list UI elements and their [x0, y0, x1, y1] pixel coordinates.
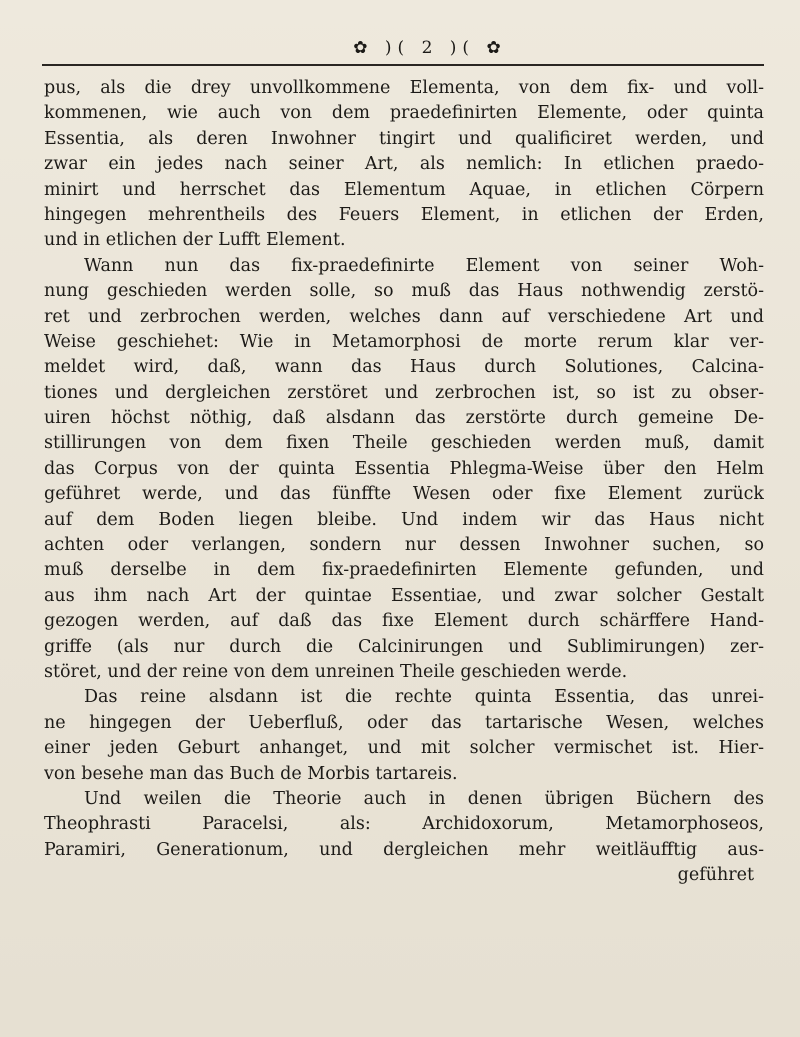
- catchword: geführet: [677, 865, 754, 886]
- text-line: und in etlichen der Lufft Element.: [44, 230, 346, 251]
- text-line: Und weilen die Theorie auch in denen übrigen Büchern des: [84, 788, 764, 809]
- text-line: Weise geschiehet: Wie in Metamorphosi de morte rerum klar ver-: [44, 331, 764, 352]
- text-line: zwar ein jedes nach seiner Art, als nemlich: In etlichen praedo-: [44, 154, 764, 175]
- text-line: einer jeden Geburt anhanget, und mit solcher vermischet ist. Hier-: [44, 738, 764, 759]
- text-line: muß derselbe in dem fix-praedefinirten Elemente gefunden, und: [44, 560, 764, 581]
- text-line: von besehe man das Buch de Morbis tartareis.: [44, 763, 458, 784]
- text-line: Wann nun das fix-praedefinirte Element von seiner Woh-: [84, 255, 764, 276]
- text-line: gezogen werden, auf daß das fixe Element durch schärffere Hand-: [44, 611, 764, 632]
- text-line: Paramiri, Generationum, und dergleichen mehr weitläufftig aus-: [44, 839, 764, 860]
- text-line: auf dem Boden liegen bleibe. Und indem wir das Haus nicht: [44, 509, 764, 530]
- text-line: hingegen mehrentheils des Feuers Element, in etlichen der Erden,: [44, 204, 764, 225]
- text-line: störet, und der reine von dem unreinen Theile geschieden werde.: [44, 661, 628, 682]
- text-line: Theophrasti Paracelsi, als: Archidoxorum, Metamorphoseos,: [44, 814, 764, 835]
- body-text: [44, 76, 764, 889]
- text-line: das Corpus von der quinta Essentia Phlegma-Weise über den Helm: [44, 458, 764, 479]
- text-line: geführet werde, und das fünffte Wesen oder fixe Element zurück: [44, 484, 764, 505]
- text-line: achten oder verlangen, sondern nur dessen Inwohner suchen, so: [44, 535, 764, 556]
- text-line: uiren höchst nöthig, daß alsdann das zerstörte durch gemeine De-: [44, 408, 764, 429]
- text-line: aus ihm nach Art der quintae Essentiae, und zwar solcher Gestalt: [44, 585, 764, 606]
- text-line: Essentia, als deren Inwohner tingirt und qualificiret werden, und: [44, 128, 764, 149]
- text-line: pus, als die drey unvollkommene Elementa, von dem fix- und voll-: [44, 78, 764, 98]
- header-rule: [42, 64, 764, 66]
- text-line: kommenen, wie auch von dem praedefinirten Elemente, oder quinta: [44, 103, 764, 124]
- text-line: meldet wird, daß, wann das Haus durch Solutiones, Calcina-: [44, 357, 764, 378]
- text-line: griffe (als nur durch die Calcinirungen und Sublimirungen) zer-: [44, 636, 764, 657]
- text-line: minirt und herrschet das Elementum Aquae, in etlichen Cörpern: [44, 179, 764, 200]
- text-line: nung geschieden werden solle, so muß das Haus nothwendig zerstö-: [44, 281, 764, 302]
- text-line: Das reine alsdann ist die rechte quinta Essentia, das unrei-: [84, 687, 764, 708]
- page-header: [0, 36, 800, 66]
- text-line: ne hingegen der Ueberfluß, oder das tartarische Wesen, welches: [44, 712, 764, 733]
- text-line: stillirungen von dem fixen Theile geschieden werden muß, damit: [44, 433, 764, 454]
- text-line: tiones und dergleichen zerstöret und zerbrochen ist, so ist zu obser-: [44, 382, 764, 403]
- text-line: ret und zerbrochen werden, welches dann auf verschiedene Art und: [44, 306, 764, 327]
- page-number-marker: ✿ )( 2 )( ✿: [353, 38, 507, 58]
